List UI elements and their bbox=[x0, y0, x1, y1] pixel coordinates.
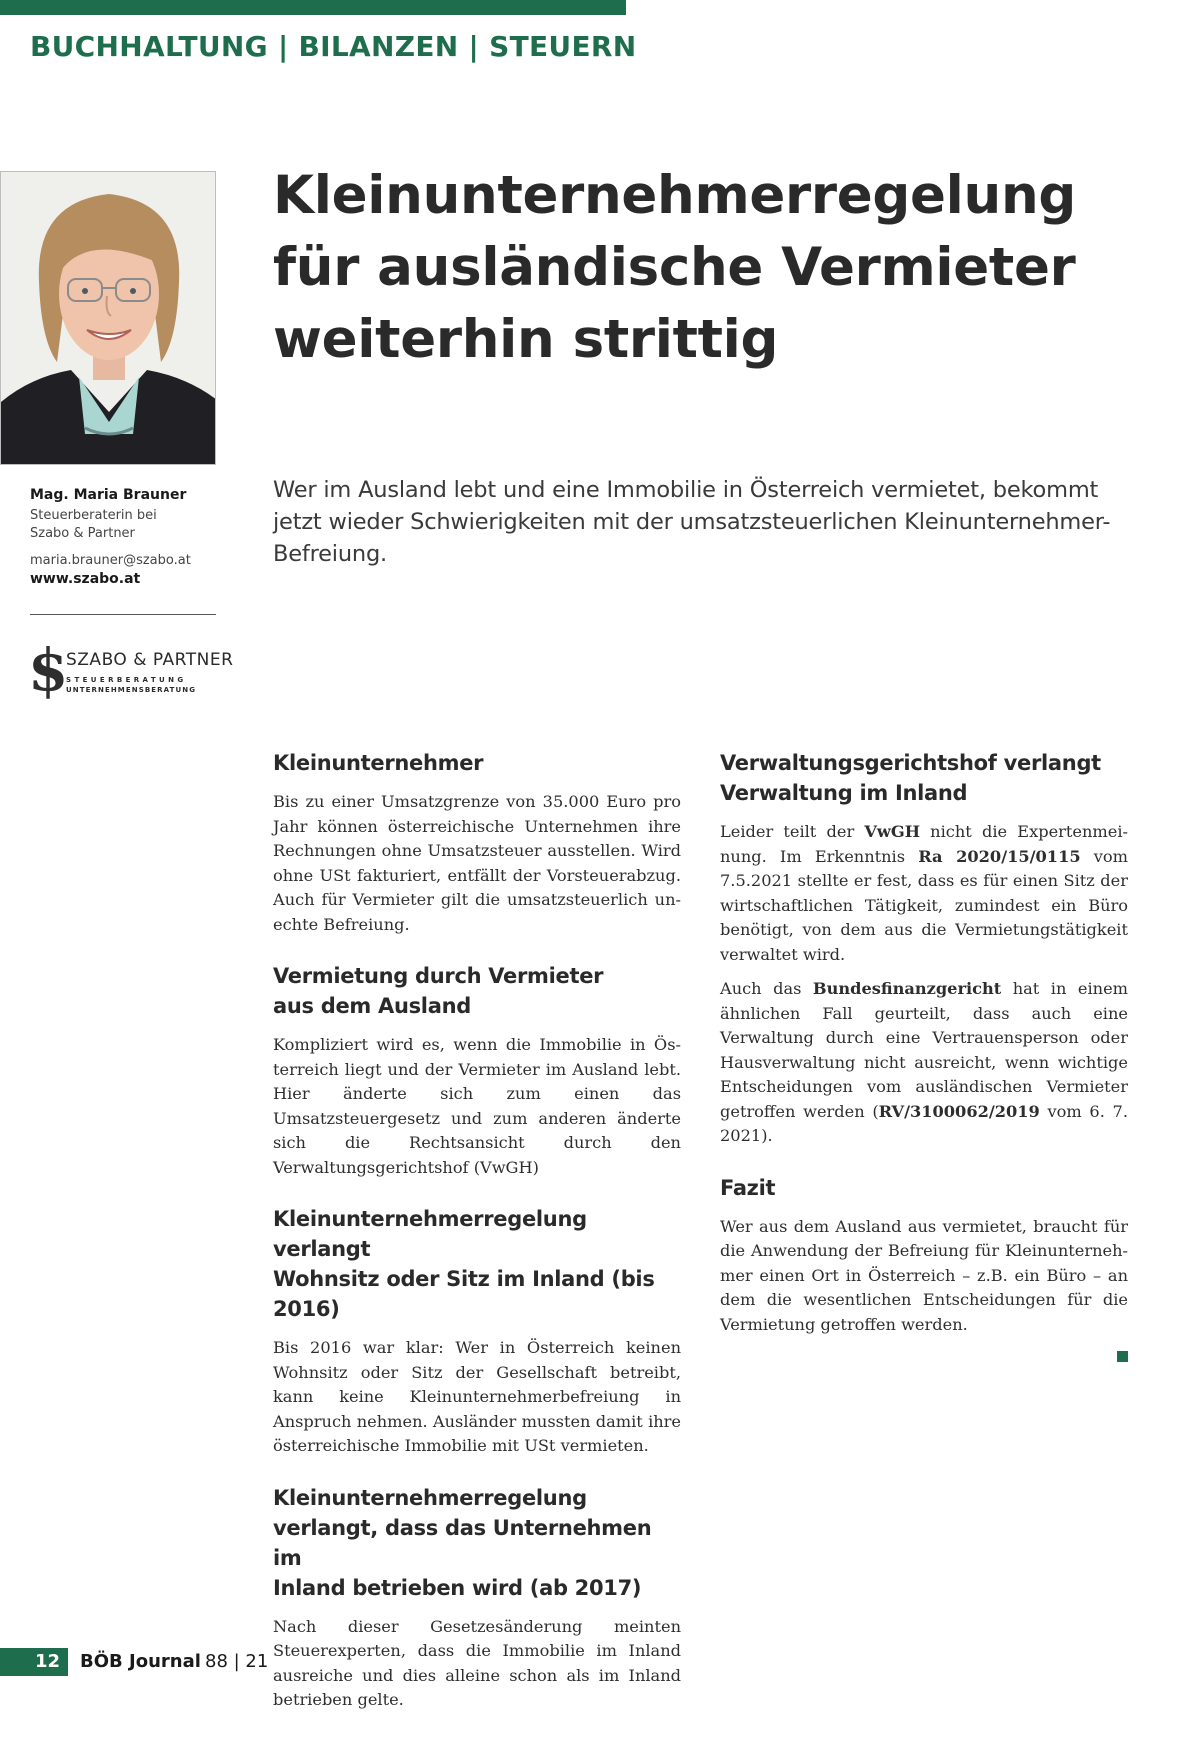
author-photo bbox=[0, 171, 216, 465]
firm-logo bbox=[28, 636, 234, 706]
text-run: hat in einem ähnlichen Fall geurteilt, dass auch eine Verwaltung durch eine Vertrauensperson oder Hausverwaltung nicht ausreicht, wenn wichtige Entscheidungen vom ausländischen Vermieter getroffen werden ( bbox=[720, 979, 1129, 1121]
article-title bbox=[273, 160, 1153, 376]
section-label: BUCHHALTUNG | BILANZEN | STEUERN bbox=[30, 30, 637, 63]
author-name: Mag. Maria Brauner bbox=[30, 487, 187, 503]
section-paragraph bbox=[720, 820, 1128, 967]
logo-firm-name: SZABO & PARTNER bbox=[66, 650, 234, 670]
dollar-logo-icon: $ bbox=[28, 636, 69, 704]
section-paragraph: Kompliziert wird es, wenn die Immobilie in Österreich liegt und der Vermieter im Ausland lebt. Hier änderte sich zum einen das Umsatzsteuergesetz und zum anderen änderte sich die Rechtsansicht durch den Verwaltungsgerichtshof (VwGH) bbox=[273, 1035, 681, 1177]
title-line-2: für ausländische Vermieter bbox=[273, 237, 1076, 298]
section-paragraph: Nach dieser Gesetzesänderung meinten Steuerexperten, dass die Immobilie im Inland ausreiche und dies alleine schon als im Inland betrieben gelte. bbox=[273, 1616, 681, 1709]
logo-subline-1: STEUERBERATUNG bbox=[66, 676, 187, 684]
heading-line: aus dem Ausland bbox=[273, 994, 471, 1018]
section-heading-fazit: Fazit bbox=[720, 1175, 776, 1200]
author-info bbox=[30, 487, 220, 587]
heading-line: Verwaltung im Inland bbox=[720, 781, 968, 805]
heading-line: Verwaltungsgerichtshof verlangt bbox=[720, 751, 1101, 775]
author-website-link[interactable]: www.szabo.at bbox=[30, 571, 141, 587]
section-heading-kleinunternehmer: Kleinunternehmer bbox=[273, 751, 484, 775]
text-run: vom 6. 7. 2021). bbox=[720, 1101, 1128, 1145]
article-end-square-icon bbox=[1117, 1351, 1128, 1362]
bold-term-bfg: Bundesfinanzgericht bbox=[812, 979, 1002, 998]
article-column-left bbox=[273, 748, 681, 1737]
page-number: 12 bbox=[0, 1648, 68, 1676]
author-portrait-illustration bbox=[1, 172, 216, 465]
text-run: Auch das bbox=[720, 979, 813, 998]
heading-line: Wohnsitz oder Sitz im Inland (bis 2016) bbox=[273, 1267, 655, 1321]
author-divider bbox=[30, 614, 216, 615]
author-email-link[interactable]: maria.brauner@szabo.at bbox=[30, 553, 191, 568]
section-heading-bis-2016 bbox=[273, 1204, 681, 1324]
text-run: vom 7.5.2021 stellte er fest, dass es für einen Sitz der wirtschaftlichen Tätigkeit, zumindest ein Büro benötigt, von dem aus die Vermietungstätigkeit verwaltet wird. bbox=[720, 846, 1128, 964]
section-paragraph bbox=[720, 977, 1128, 1149]
journal-name: BÖB Journal bbox=[80, 1651, 201, 1672]
section-paragraph: Bis zu einer Umsatzgrenze von 35.000 Euro pro Jahr können österreichische Unternehmen ihre Rechnungen ohne Umsatzsteuer ausstellen. Wird ohne USt fakturiert, entfällt der Vorsteuerabzug. Auch für Vermieter gilt die umsatzsteuerlich unechte Befreiung. bbox=[273, 792, 681, 934]
heading-line: Kleinunternehmerregelung verlangt bbox=[273, 1207, 587, 1261]
section-heading-vwgh bbox=[720, 748, 1128, 808]
text-run: nicht die Expertenmeinung. Im Erkenntnis bbox=[720, 822, 1128, 866]
text-run: Leider teilt der bbox=[720, 822, 865, 841]
logo-subline-2: UNTERNEHMENSBERATUNG bbox=[66, 686, 197, 694]
author-role-line2: Szabo & Partner bbox=[30, 526, 135, 541]
bold-case-number: RV/3100062/2019 bbox=[878, 1101, 1040, 1121]
page-footer bbox=[0, 1648, 300, 1676]
article-lead: Wer im Ausland lebt und eine Immobilie in Österreich vermietet, bekommt jetzt wieder Schwierigkeiten mit der umsatzsteuerlichen Kleinunternehmer-Befreiung. bbox=[273, 477, 1111, 567]
bold-term-vwgh: VwGH bbox=[864, 822, 920, 841]
heading-line: Kleinunternehmerregelung bbox=[273, 1485, 587, 1510]
journal-issue: 88 | 21 bbox=[205, 1651, 269, 1672]
heading-line: Inland betrieben wird (ab 2017) bbox=[273, 1575, 642, 1600]
author-role-line1: Steuerberaterin bei bbox=[30, 508, 157, 523]
heading-line: verlangt, dass das Unternehmen im bbox=[273, 1515, 652, 1570]
article-column-right bbox=[720, 748, 1128, 1362]
section-heading-ab-2017 bbox=[273, 1483, 681, 1603]
bold-case-number: Ra 2020/15/0115 bbox=[918, 846, 1081, 866]
section-paragraph: Wer aus dem Ausland aus vermietet, braucht für die Anwendung der Befreiung für Kleinunternehmer einen Ort in Österreich – z.B. ein Büro – an dem die wesentlichen Entscheidungen für die Vermietung getroffen werden. bbox=[720, 1216, 1128, 1334]
title-line-1: Kleinunternehmerregelung bbox=[273, 165, 1077, 226]
section-paragraph: Bis 2016 war klar: Wer in Österreich keinen Wohnsitz oder Sitz der Gesellschaft betreibt, kann keine Kleinunternehmerbefreiung in Anspruch nehmen. Ausländer mussten damit ihre österreichische Immobilie mit USt vermieten. bbox=[273, 1338, 681, 1455]
section-heading-vermietung-ausland bbox=[273, 961, 681, 1021]
heading-line: Vermietung durch Vermieter bbox=[273, 964, 604, 988]
title-line-3: weiterhin strittig bbox=[273, 309, 779, 370]
top-accent-bar bbox=[0, 0, 626, 15]
